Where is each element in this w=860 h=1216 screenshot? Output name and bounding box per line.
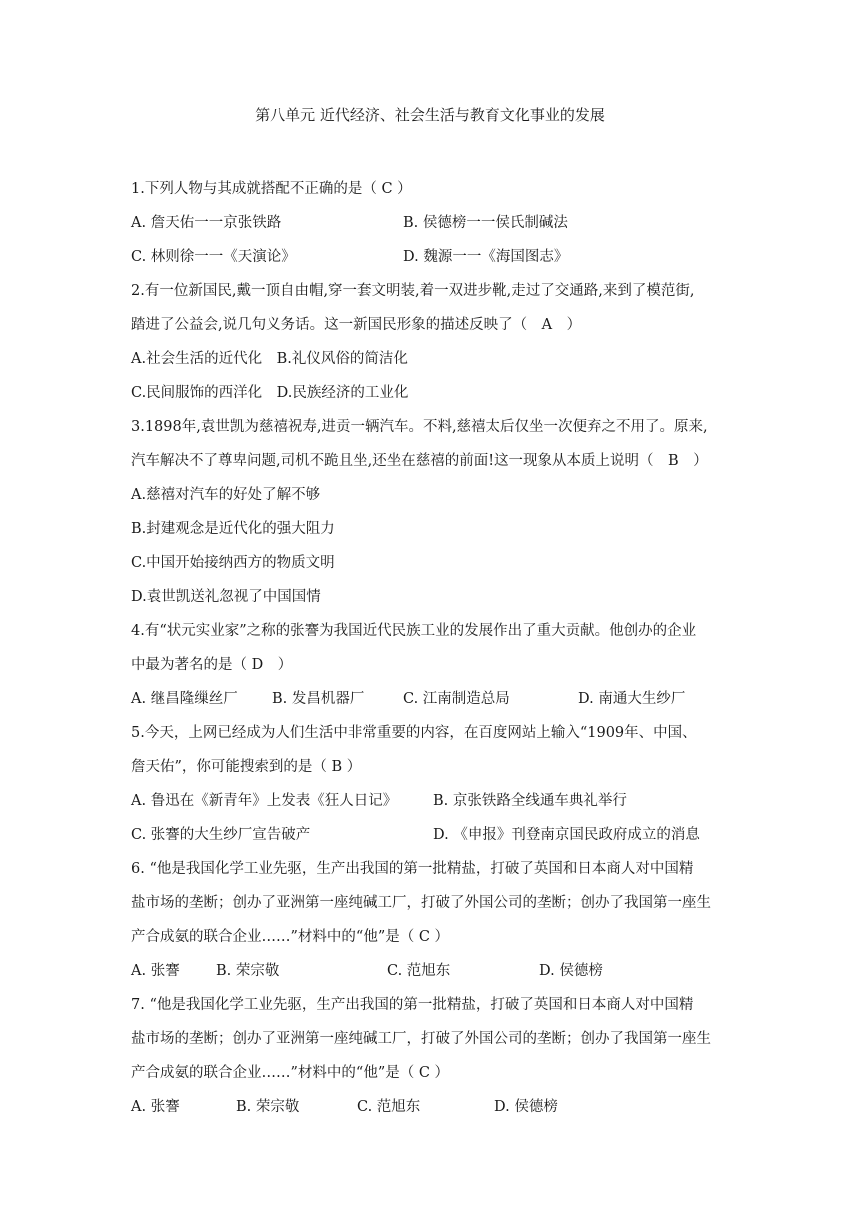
question-1-stem: 1.下列人物与其成就搭配不正确的是（ C ） [131,181,412,197]
question-3-option-c: C.中国开始接纳西方的物质文明 [131,555,335,571]
question-4-stem-line-1: 4.有“状元实业家”之称的张謇为我国近代民族工业的发展作出了重大贡献。他创办的企业 [131,623,697,639]
question-4-option-b: B. 发昌机器厂 [272,691,365,707]
question-5-option-c: C. 张謇的大生纱厂宣告破产 [131,827,311,843]
question-2-options-row-1: A.社会生活的近代化 B.礼仪风俗的简洁化 [131,351,408,367]
question-2-stem-line-2: 踏进了公益会,说几句义务话。这一新国民形象的描述反映了（ A ） [131,317,582,333]
question-1-option-d: D. 魏源一一《海国图志》 [403,249,569,265]
question-5-stem-line-1: 5.今天，上网已经成为人们生活中非常重要的内容，在百度网站上输入“1909年、中国、 [131,725,697,741]
question-4-stem-line-2: 中最为著名的是（ D ） [131,657,293,673]
question-6-option-c: C. 范旭东 [387,963,451,979]
question-1-option-c: C. 林则徐一一《天演论》 [131,249,296,265]
question-3-option-a: A.慈禧对汽车的好处了解不够 [131,487,321,503]
question-3-option-d: D.袁世凯送礼忽视了中国国情 [131,589,321,605]
question-5-option-d: D. 《申报》刊登南京国民政府成立的消息 [433,827,700,843]
question-1-option-a: A. 詹天佑一一京张铁路 [131,215,282,231]
question-5-stem-line-2: 詹天佑”，你可能搜索到的是（ B ） [131,759,362,775]
page-title: 第八单元 近代经济、社会生活与教育文化事业的发展 [255,106,605,124]
question-7-option-d: D. 侯德榜 [494,1099,558,1115]
question-7-stem-line-1: 7. “他是我国化学工业先驱，生产出我国的第一批精盐，打破了英国和日本商人对中国精 [131,997,694,1013]
question-6-stem-line-1: 6. “他是我国化学工业先驱，生产出我国的第一批精盐，打破了英国和日本商人对中国精 [131,861,694,877]
question-7-stem-line-2: 盐市场的垄断；创办了亚洲第一座纯碱工厂，打破了外国公司的垄断；创办了我国第一座生 [131,1031,711,1047]
question-4-option-c: C. 江南制造总局 [403,691,510,707]
question-6-stem-line-2: 盐市场的垄断；创办了亚洲第一座纯碱工厂，打破了外国公司的垄断；创办了我国第一座生 [131,895,711,911]
question-6-option-a: A. 张謇 [131,963,180,979]
question-6-option-b: B. 荣宗敬 [216,963,280,979]
question-7-option-a: A. 张謇 [131,1099,180,1115]
question-1-option-b: B. 侯德榜一一侯氏制碱法 [403,215,568,231]
question-3-option-b: B.封建观念是近代化的强大阻力 [131,521,335,537]
question-2-stem-line-1: 2.有一位新国民,戴一顶自由帽,穿一套文明装,着一双进步靴,走过了交通路,来到了模范街, [131,283,695,299]
question-3-stem-line-2: 汽车解决不了尊卑问题,司机不跪且坐,还坐在慈禧的前面!这一现象从本质上说明（ B ） [131,453,708,469]
question-4-option-d: D. 南通大生纱厂 [578,691,686,707]
question-4-option-a: A. 继昌隆缫丝厂 [131,691,238,707]
question-5-option-a: A. 鲁迅在《新青年》上发表《狂人日记》 [131,793,398,809]
question-6-option-d: D. 侯德榜 [539,963,603,979]
question-5-option-b: B. 京张铁路全线通车典礼举行 [433,793,627,809]
question-6-stem-line-3: 产合成氨的联合企业……”材料中的“他”是（ C ） [131,929,450,945]
question-7-option-c: C. 范旭东 [357,1099,421,1115]
question-7-stem-line-3: 产合成氨的联合企业……”材料中的“他”是（ C ） [131,1065,450,1081]
question-7-option-b: B. 荣宗敬 [236,1099,300,1115]
question-3-stem-line-1: 3.1898年,袁世凯为慈禧祝寿,进贡一辆汽车。不料,慈禧太后仅坐一次便弃之不用了。原来, [131,419,708,435]
question-2-options-row-2: C.民间服饰的西洋化 D.民族经济的工业化 [131,385,409,401]
